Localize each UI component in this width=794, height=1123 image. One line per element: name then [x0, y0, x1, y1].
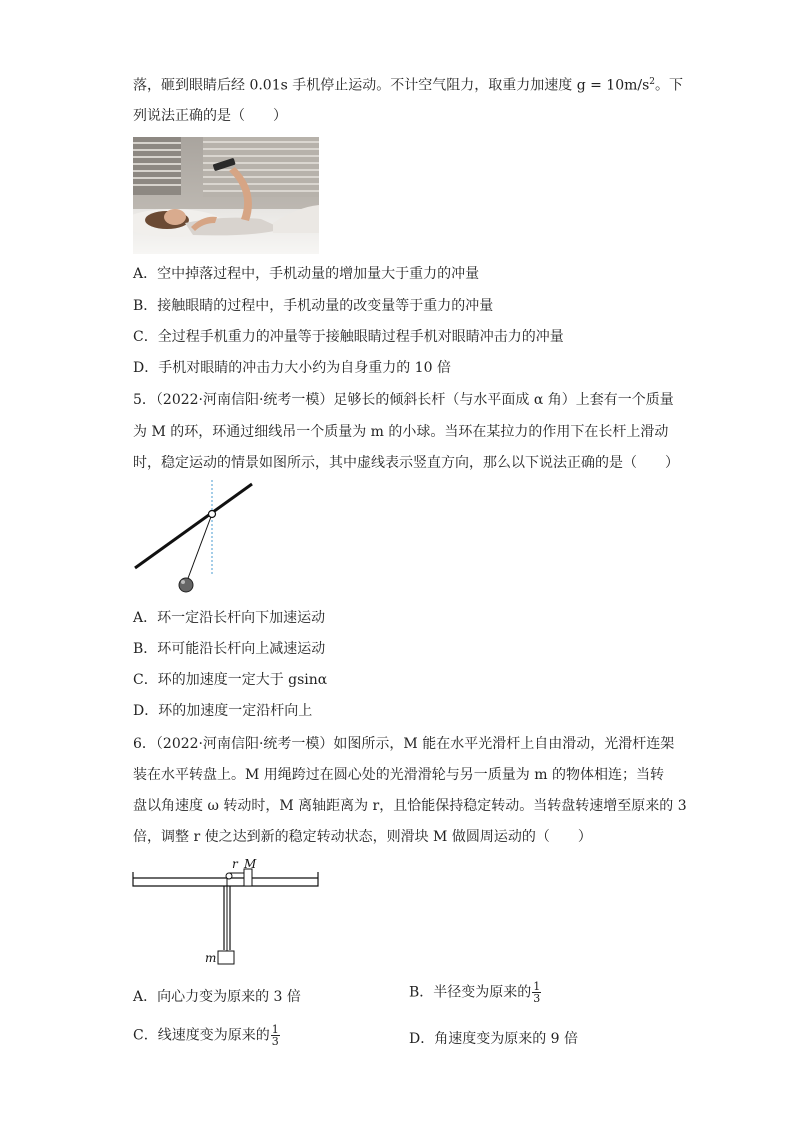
- q4-photo-woman-with-phone: [133, 137, 319, 254]
- q6-stem-line1: 6．（2022·河南信阳·统考一模）如图所示，M 能在水平光滑杆上自由滑动，光滑杆连架: [133, 736, 675, 752]
- q6-figure-turntable: [128, 856, 328, 968]
- q6-option-b[interactable]: B．半径变为原来的 $\frac{1}{3}$: [409, 980, 541, 1005]
- q5-stem-line2: 为 M 的环，环通过细线吊一个质量为 m 的小球。当环在某拉力的作用下在长杆上滑动: [133, 424, 669, 440]
- q6-label-m: m: [205, 951, 217, 965]
- q4-stem-line2: 列说法正确的是（ ）: [133, 108, 287, 124]
- q4-option-c[interactable]: C．全过程手机重力的冲量等于接触眼睛过程手机对眼睛冲击力的冲量: [133, 329, 564, 345]
- q6-stem-line4: 倍，调整 r 使之达到新的稳定转动状态，则滑块 M 做圆周运动的（ ）: [133, 829, 592, 845]
- q6-stem-line2: 装在水平转盘上。M 用绳跨过在圆心处的光滑滑轮与另一质量为 m 的物体相连；当转: [133, 767, 664, 783]
- q5-option-b[interactable]: B．环可能沿长杆向上减速运动: [133, 641, 326, 657]
- q5-figure-inclined-rod: [128, 478, 268, 598]
- q6-option-c[interactable]: C．线速度变为原来的 $\frac{1}{3}$: [133, 1023, 279, 1048]
- q5-option-c[interactable]: C．环的加速度一定大于 gsinα: [133, 672, 328, 688]
- q5-option-a[interactable]: A．环一定沿长杆向下加速运动: [133, 610, 326, 626]
- q6-label-r: r: [232, 857, 238, 871]
- q4-stem-line1: 落，砸到眼睛后经 0.01s 手机停止运动。不计空气阻力，取重力加速度 $g = 10m/s^2$。下: [133, 77, 684, 94]
- q6-option-c-fraction: $\frac{1}{3}$: [271, 1023, 279, 1048]
- q6-option-a[interactable]: A．向心力变为原来的 3 倍: [133, 989, 301, 1005]
- q4-option-d[interactable]: D．手机对眼睛的冲击力大小约为自身重力的 10 倍: [133, 360, 451, 376]
- q6-label-M: M: [244, 857, 257, 871]
- q6-stem-line3: 盘以角速度 ω 转动时，M 离轴距离为 r，且恰能保持稳定转动。当转盘转速增至原来的 3: [133, 798, 687, 814]
- q5-stem-line1: 5．（2022·河南信阳·统考一模）足够长的倾斜长杆（与水平面成 α 角）上套有一个质量: [133, 392, 674, 408]
- q5-ring: [209, 511, 216, 518]
- q6-hanging-mass-m: [218, 951, 234, 964]
- q5-ball: [179, 578, 193, 592]
- q4-option-b[interactable]: B．接触眼睛的过程中，手机动量的改变量等于重力的冲量: [133, 298, 494, 314]
- q4-option-a[interactable]: A．空中掉落过程中，手机动量的增加量大于重力的冲量: [133, 266, 480, 282]
- q5-inclined-rod: [135, 484, 252, 568]
- q6-option-d[interactable]: D．角速度变为原来的 9 倍: [409, 1031, 579, 1047]
- q6-option-b-fraction: $\frac{1}{3}$: [533, 980, 541, 1005]
- q5-option-d[interactable]: D．环的加速度一定沿杆向上: [133, 703, 313, 719]
- q5-string: [187, 514, 212, 581]
- q6-turntable-frame: [133, 872, 318, 886]
- q6-slider-M: [244, 869, 252, 886]
- q5-stem-line3: 时，稳定运动的情景如图所示，其中虚线表示竖直方向，那么以下说法正确的是（ ）: [133, 455, 679, 471]
